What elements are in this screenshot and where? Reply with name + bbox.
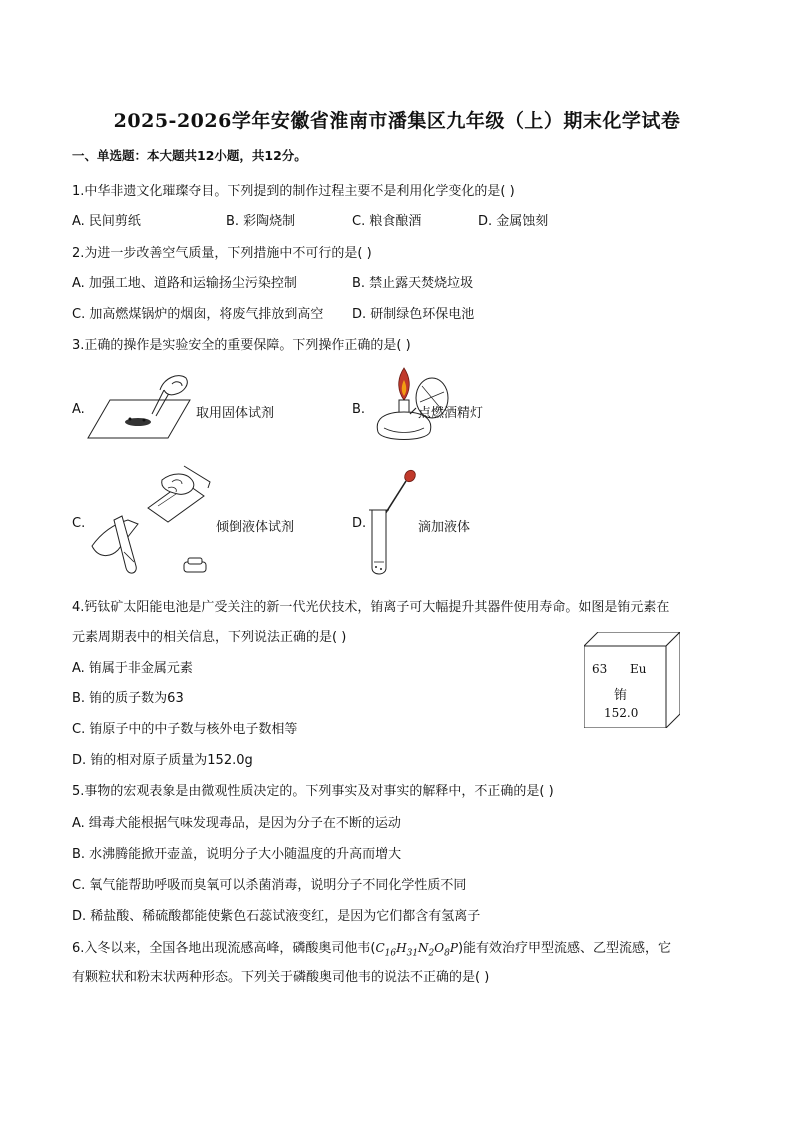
question-5-option-d: D. 稀盐酸、稀硫酸都能使紫色石蕊试液变红，是因为它们都含有氢离子 bbox=[72, 909, 481, 924]
dropper-figure bbox=[366, 466, 416, 578]
question-4-option-d: D. 铕的相对原子质量为152.0g bbox=[72, 753, 253, 768]
question-1-option-c: C. 粮食酿酒 bbox=[352, 214, 422, 229]
question-2-option-c: C. 加高燃煤锅炉的烟囱，将废气排放到高空 bbox=[72, 307, 324, 322]
formula-element-p: P bbox=[449, 941, 458, 955]
question-2-stem: 2.为进一步改善空气质量，下列措施中不可行的是( ) bbox=[72, 246, 372, 261]
question-2-option-a: A. 加强工地、道路和运输扬尘污染控制 bbox=[72, 276, 297, 291]
formula-element-n: N bbox=[418, 941, 429, 955]
section-heading: 一、单选题：本大题共12小题，共12分。 bbox=[72, 148, 307, 163]
question-5-option-a: A. 缉毒犬能根据气味发现毒品，是因为分子在不断的运动 bbox=[72, 816, 401, 831]
question-3-stem: 3.正确的操作是实验安全的重要保障。下列操作正确的是( ) bbox=[72, 338, 411, 353]
question-4-option-b: B. 铕的质子数为63 bbox=[72, 691, 184, 706]
element-symbol: Eu bbox=[630, 662, 647, 676]
question-5-stem: 5.事物的宏观表象是由微观性质决定的。下列事实及对事实的解释中，不正确的是( ) bbox=[72, 784, 554, 799]
element-name: 铕 bbox=[614, 688, 628, 703]
question-6-stem-pre: 6.入冬以来，全国各地出现流感高峰，磷酸奥司他韦( bbox=[72, 941, 376, 956]
question-3-option-a-label: 取用固体试剂 bbox=[196, 406, 275, 421]
formula-sub-c: 16 bbox=[384, 948, 397, 959]
question-5-option-c: C. 氧气能帮助呼吸而臭氧可以杀菌消毒，说明分子不同化学性质不同 bbox=[72, 878, 467, 893]
question-1-option-b: B. 彩陶烧制 bbox=[226, 214, 296, 229]
formula-sub-h: 31 bbox=[406, 948, 419, 959]
element-atomic-number: 63 bbox=[592, 662, 608, 676]
question-4-stem-line1: 4.钙钛矿太阳能电池是广受关注的新一代光伏技术，铕离子可大幅提升其器件使用寿命。如图是铕元素在 bbox=[72, 600, 670, 615]
question-1-option-a: A. 民间剪纸 bbox=[72, 214, 141, 229]
question-3-option-c-label: 倾倒液体试剂 bbox=[216, 520, 295, 535]
question-4-option-c: C. 铕原子中的中子数与核外电子数相等 bbox=[72, 722, 298, 737]
question-3-option-c-letter: C. bbox=[72, 516, 86, 531]
element-atomic-mass: 152.0 bbox=[604, 706, 639, 720]
question-5-option-b: B. 水沸腾能掀开壶盖，说明分子大小随温度的升高而增大 bbox=[72, 847, 402, 862]
question-1-stem: 1.中华非遗文化璀璨夺目。下列提到的制作过程主要不是利用化学变化的是( ) bbox=[72, 184, 515, 199]
solid-reagent-figure bbox=[86, 370, 198, 446]
question-1-option-d: D. 金属蚀刻 bbox=[478, 214, 549, 229]
question-4-stem-line2: 元素周期表中的相关信息，下列说法正确的是( ) bbox=[72, 630, 347, 645]
question-2-option-b: B. 禁止露天焚烧垃圾 bbox=[352, 276, 474, 291]
page-title: 2025-2026学年安徽省淮南市潘集区九年级（上）期末化学试卷 bbox=[113, 110, 681, 132]
question-4-option-a: A. 铕属于非金属元素 bbox=[72, 661, 193, 676]
question-3-option-d-letter: D. bbox=[352, 516, 367, 531]
question-3-option-b-letter: B. bbox=[352, 402, 366, 417]
question-3-option-a-letter: A. bbox=[72, 402, 85, 417]
question-3-option-d-label: 滴加液体 bbox=[418, 520, 471, 535]
question-6-stem-post: )能有效治疗甲型流感、乙型流感，它 bbox=[457, 941, 672, 956]
pour-liquid-figure bbox=[88, 462, 218, 582]
question-2-option-d: D. 研制绿色环保电池 bbox=[352, 307, 475, 322]
formula-sub-n: 2 bbox=[428, 948, 435, 959]
question-3-option-b-label: 点燃酒精灯 bbox=[418, 406, 484, 421]
formula-element-h: H bbox=[396, 941, 407, 955]
question-6-stem-line1 bbox=[72, 937, 671, 958]
formula-element-o: O bbox=[434, 941, 445, 955]
formula-element-c: C bbox=[375, 941, 385, 955]
chemical-formula bbox=[375, 941, 458, 959]
question-6-stem-line2: 有颗粒状和粉末状两种形态。下列关于磷酸奥司他韦的说法不正确的是( ) bbox=[72, 970, 490, 985]
element-card-europium bbox=[584, 632, 680, 728]
formula-sub-o: 8 bbox=[444, 948, 450, 959]
